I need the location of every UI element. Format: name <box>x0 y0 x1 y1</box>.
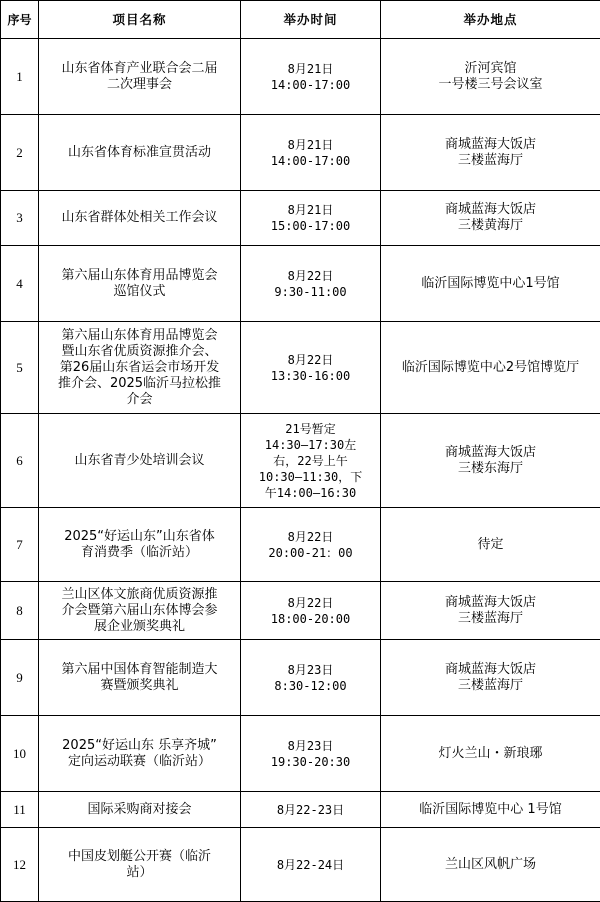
row-place: 兰山区风帆广场 <box>381 828 600 902</box>
row-name: 第六届山东体育用品博览会 巡馆仪式 <box>39 246 241 322</box>
row-place: 商城蓝海大饭店 三楼东海厅 <box>381 414 600 508</box>
row-time: 8月21日 14:00-17:00 <box>241 115 381 191</box>
header-place: 举办地点 <box>381 1 600 39</box>
table-row <box>1 414 600 508</box>
row-no: 7 <box>1 508 39 582</box>
row-time: 8月22-24日 <box>241 828 381 902</box>
row-name: 国际采购商对接会 <box>39 792 241 828</box>
row-time: 8月22日 9:30-11:00 <box>241 246 381 322</box>
table-row <box>1 39 600 115</box>
row-name: 第六届山东体育用品博览会 暨山东省优质资源推介会、 第26届山东省运会市场开发 推介会、2025临沂马拉松推 介会 <box>39 322 241 414</box>
table-row <box>1 246 600 322</box>
table-row <box>1 508 600 582</box>
row-no: 6 <box>1 414 39 508</box>
header-name: 项目名称 <box>39 1 241 39</box>
row-name: 山东省体育产业联合会二届 二次理事会 <box>39 39 241 115</box>
row-time: 8月23日 19:30-20:30 <box>241 716 381 792</box>
header-no: 序号 <box>1 1 39 39</box>
row-place: 沂河宾馆 一号楼三号会议室 <box>381 39 600 115</box>
row-name: 第六届中国体育智能制造大 赛暨颁奖典礼 <box>39 640 241 716</box>
row-place: 商城蓝海大饭店 三楼蓝海厅 <box>381 582 600 640</box>
row-time: 8月21日 15:00-17:00 <box>241 191 381 246</box>
row-name: 中国皮划艇公开赛（临沂 站） <box>39 828 241 902</box>
table-row <box>1 582 600 640</box>
row-name: 2025“好运山东”山东省体 育消费季（临沂站） <box>39 508 241 582</box>
row-no: 11 <box>1 792 39 828</box>
row-place: 灯火兰山・新琅琊 <box>381 716 600 792</box>
table-row <box>1 640 600 716</box>
row-name: 兰山区体文旅商优质资源推 介会暨第六届山东体博会参 展企业颁奖典礼 <box>39 582 241 640</box>
table-row <box>1 716 600 792</box>
row-no: 5 <box>1 322 39 414</box>
table-row <box>1 792 600 828</box>
row-no: 12 <box>1 828 39 902</box>
row-no: 1 <box>1 39 39 115</box>
row-name: 2025“好运山东 乐享齐城” 定向运动联赛（临沂站） <box>39 716 241 792</box>
row-place: 临沂国际博览中心1号馆 <box>381 246 600 322</box>
row-place: 商城蓝海大饭店 三楼蓝海厅 <box>381 640 600 716</box>
row-no: 8 <box>1 582 39 640</box>
header-row <box>1 1 600 39</box>
table-row <box>1 322 600 414</box>
row-place: 待定 <box>381 508 600 582</box>
row-time: 8月21日 14:00-17:00 <box>241 39 381 115</box>
row-no: 4 <box>1 246 39 322</box>
row-place: 临沂国际博览中心 1号馆 <box>381 792 600 828</box>
row-time: 8月22日 13:30-16:00 <box>241 322 381 414</box>
row-place: 临沂国际博览中心2号馆博览厅 <box>381 322 600 414</box>
row-no: 9 <box>1 640 39 716</box>
row-time: 8月22日 20:00-21：00 <box>241 508 381 582</box>
table-row <box>1 191 600 246</box>
row-no: 10 <box>1 716 39 792</box>
table-row <box>1 828 600 902</box>
row-no: 2 <box>1 115 39 191</box>
table-row <box>1 115 600 191</box>
header-time: 举办时间 <box>241 1 381 39</box>
row-place: 商城蓝海大饭店 三楼蓝海厅 <box>381 115 600 191</box>
row-name: 山东省群体处相关工作会议 <box>39 191 241 246</box>
row-time: 21号暂定 14:30—17:30左 右，22号上午 10:30—11:30，下 午14:00—16:30 <box>241 414 381 508</box>
row-time: 8月23日 8:30-12:00 <box>241 640 381 716</box>
row-time: 8月22日 18:00-20:00 <box>241 582 381 640</box>
row-time: 8月22-23日 <box>241 792 381 828</box>
row-no: 3 <box>1 191 39 246</box>
row-name: 山东省青少处培训会议 <box>39 414 241 508</box>
row-place: 商城蓝海大饭店 三楼黄海厅 <box>381 191 600 246</box>
row-name: 山东省体育标准宣贯活动 <box>39 115 241 191</box>
